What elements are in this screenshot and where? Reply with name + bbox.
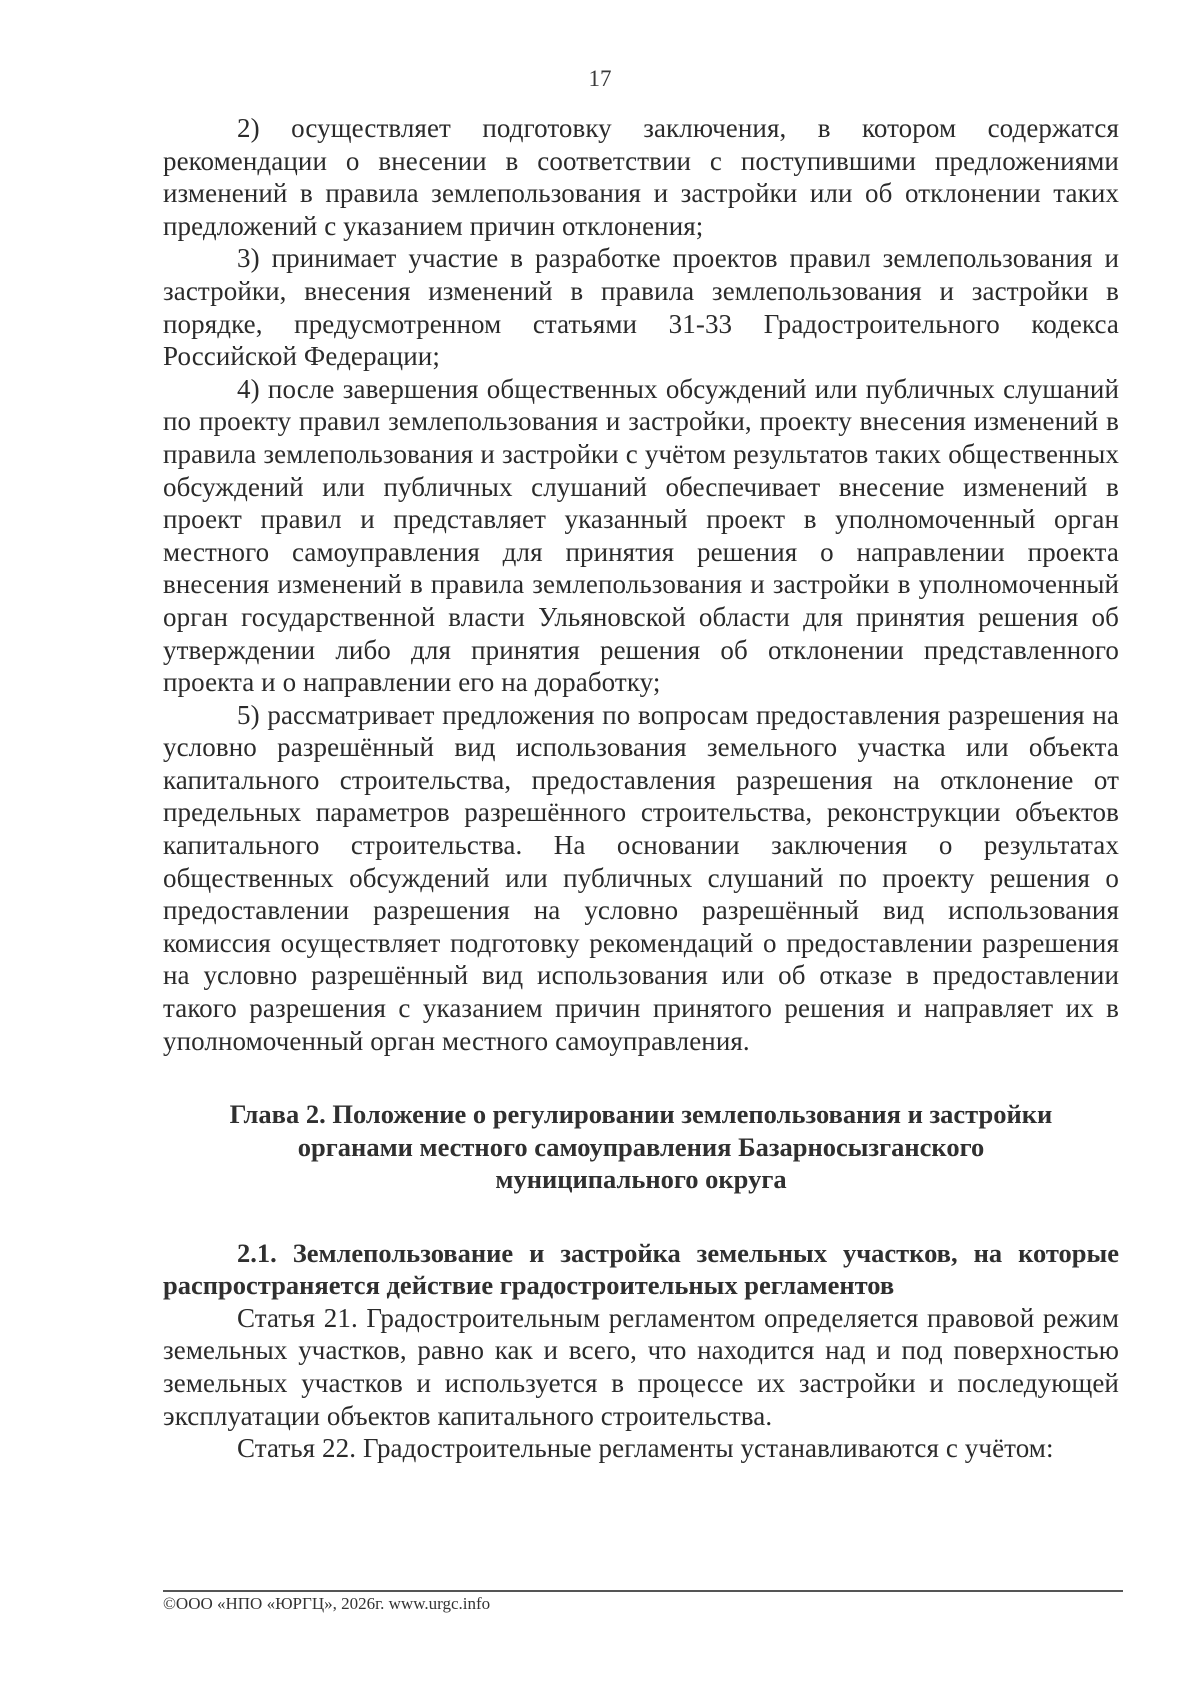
section-heading: 2.1. Землепользование и застройка земельных участков, на которые распространяется действие градостроительных регламентов (163, 1237, 1119, 1301)
chapter-heading (163, 1098, 1119, 1196)
footer-divider (163, 1590, 1123, 1592)
chapter-heading-line: органами местного самоуправления Базарносызганского (297, 1131, 985, 1162)
paragraph-item-3: 3) принимает участие в разработке проектов правил землепользования и застройки, внесения изменений в правила землепользования и застройки в порядке, предусмотренном статьями 31-33 Градостроительного кодекса Российской Федерации; (163, 243, 1119, 372)
chapter-heading-line: муниципального округа (495, 1164, 787, 1195)
chapter-heading-line: Глава 2. Положение о регулировании землепользования и застройки (229, 1099, 1053, 1130)
footer-copyright: ©ООО «НПО «ЮРГЦ», 2026г. www.urgc.info (163, 1594, 491, 1613)
paragraph-item-5: 5) рассматривает предложения по вопросам предоставления разрешения на условно разрешённый вид использования земельного участка или объекта капитального строительства, предоставления разрешения на отклонение от предельных параметров разрешённого строительства, реконструкции объектов капитального строительства. На основании заключения о результатах общественных обсуждений или публичных слушаний по проекту решения о предоставлении разрешения на условно разрешённый вид использования комиссия осуществляет подготовку рекомендаций о предоставлении разрешения на условно разрешённый вид использования или об отказе в предоставлении такого разрешения с указанием причин принятого решения и направляет их в уполномоченный орган местного самоуправления. (163, 699, 1119, 1056)
document-body (163, 112, 1119, 1465)
paragraph-item-2: 2) осуществляет подготовку заключения, в котором содержатся рекомендации о внесении в соответствии с поступившими предложениями изменений в правила землепользования и застройки или об отклонении таких предложений с указанием причин отклонения; (163, 113, 1119, 241)
page-number: 17 (588, 66, 612, 91)
article-22-paragraph: Статья 22. Градостроительные регламенты устанавливаются с учётом: (237, 1433, 1054, 1464)
article-21-paragraph: Статья 21. Градостроительным регламентом определяется правовой режим земельных участков, равно как и всего, что находится над и под поверхностью земельных участков и используется в процессе их застройки и последующей эксплуатации объектов капитального строительства. (163, 1302, 1119, 1431)
paragraph-item-4: 4) после завершения общественных обсуждений или публичных слушаний по проекту правил землепользования и застройки, проекту внесения изменений в правила землепользования и застройки с учётом результатов таких общественных обсуждений или публичных слушаний обеспечивает внесение изменений в проект правил и представляет указанный проект в уполномоченный орган местного самоуправления для принятия решения о направлении проекта внесения изменений в правила землепользования и застройки в уполномоченный орган государственной власти Ульяновской области для принятия решения об утверждении либо для принятия решения об отклонении представленного проекта и о направлении его на доработку; (163, 373, 1119, 698)
